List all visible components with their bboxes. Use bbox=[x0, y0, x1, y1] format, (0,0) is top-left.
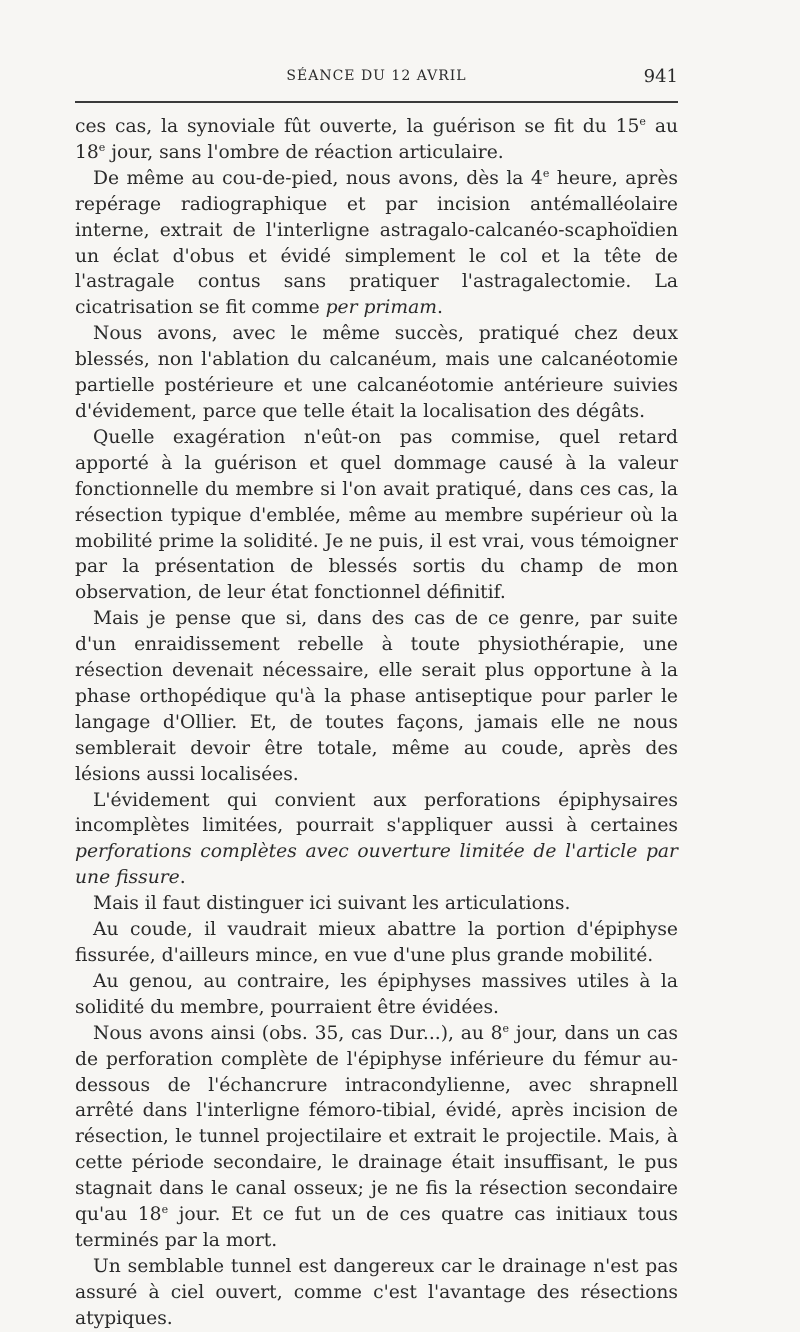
text-run: jour. Et ce fut un de ces quatre cas initiaux tous terminés par la mort. bbox=[75, 1204, 678, 1251]
running-head: SÉANCE DU 12 AVRIL bbox=[286, 68, 467, 84]
paragraph bbox=[75, 1254, 678, 1332]
text-run: L'évidement qui convient aux perforations épiphysaires incomplètes limitées, pourrait s'appliquer aussi à certaines bbox=[75, 789, 678, 837]
text-run: . bbox=[436, 297, 443, 319]
text-run: . bbox=[179, 867, 186, 889]
paragraph bbox=[75, 166, 678, 321]
paragraph bbox=[75, 917, 678, 969]
superscript: e bbox=[161, 1202, 169, 1216]
text-run: Au coude, il vaudrait mieux abattre la portion d'épiphyse fissurée, d'ailleurs mince, en vue d'une plus grande mobilité. bbox=[75, 919, 678, 966]
text-run: Mais il faut distinguer ici suivant les articulations. bbox=[93, 893, 571, 915]
paragraph bbox=[75, 788, 678, 892]
paragraph bbox=[75, 321, 678, 425]
text-run: jour, sans l'ombre de réaction articulaire. bbox=[105, 141, 504, 163]
italic-text: perforations complètes avec ouverture limitée de l'article par une fissure bbox=[75, 841, 678, 889]
text-run: jour, dans un cas de perforation complète de l'épiphyse inférieure du fémur au-dessous de l'échancrure intracondylienne, avec shrapnell arrêté dans l'interligne fémoro-tibial, évidé, après incision de résection, le tunnel projectilaire et extrait le projectile. Mais, à cette période secondaire, le drainage était insuffisant, le pus stagnait dans le canal osseux; je ne fis la résection secondaire qu'au 18 bbox=[75, 1022, 678, 1226]
paragraph bbox=[75, 891, 678, 917]
text-run: Au genou, au contraire, les épiphyses massives utiles à la solidité du membre, pourraient être évidées. bbox=[75, 970, 678, 1018]
text-run: au 18 bbox=[75, 116, 678, 163]
superscript: e bbox=[502, 1021, 510, 1035]
page-number: 941 bbox=[643, 65, 678, 87]
paragraph bbox=[75, 969, 678, 1021]
header-rule bbox=[75, 101, 678, 103]
italic-text: per primam bbox=[325, 297, 437, 319]
text-run: Nous avons, avec le même succès, pratiqué chez deux blessés, non l'ablation du calcanéum, mais une calcanéotomie partielle postérieure et une calcanéotomie antérieure suivies d'évidement, parce que telle était la localisation des dégâts. bbox=[75, 323, 678, 422]
body-text bbox=[75, 114, 678, 1332]
text-run: Nous avons ainsi (obs. 35, cas Dur...), au 8 bbox=[93, 1022, 503, 1044]
text-run: ces cas, la synoviale fût ouverte, la guérison se fit du 15 bbox=[75, 116, 640, 137]
paragraph bbox=[75, 606, 678, 787]
paragraph bbox=[75, 114, 678, 166]
paragraph bbox=[75, 1021, 678, 1254]
text-run: De même au cou-de-pied, nous avons, dès la 4 bbox=[93, 167, 543, 189]
superscript: e bbox=[542, 166, 550, 180]
text-run: Mais je pense que si, dans des cas de ce genre, par suite d'un enraidissement rebelle à toute physiothérapie, une résection devenait nécessaire, elle serait plus opportune à la phase orthopédique qu'à la phase antiseptique pour parler le langage d'Ollier. Et, de toutes façons, jamais elle ne nous semblerait devoir être totale, même au coude, après des lésions aussi localisées. bbox=[75, 608, 678, 785]
paragraph bbox=[75, 425, 678, 606]
text-run: Quelle exagération n'eût-on pas commise, quel retard apporté à la guérison et quel dommage causé à la valeur fonctionnelle du membre si l'on avait pratiqué, dans ces cas, la résection typique d'emblée, même au membre supérieur où la mobilité prime la solidité. Je ne puis, il est vrai, vous témoigner par la présentation de blessés sortis du champ de mon observation, de leur état fonctionnel définitif. bbox=[75, 426, 678, 604]
text-run: heure, après repérage radiographique et par incision antémalléolaire interne, extrait de l'interligne astragalo-calcanéo-scaphoïdien un éclat d'obus et évidé simplement le col et la tête de l'astragale contus sans pratiquer l'astragalectomie. La cicatrisation se fit comme bbox=[75, 167, 678, 319]
superscript: e bbox=[98, 140, 106, 154]
text-run: Un semblable tunnel est dangereux car le drainage n'est pas assuré à ciel ouvert, comme c'est l'avantage des résections atypiques. bbox=[75, 1255, 678, 1329]
page-header bbox=[75, 62, 678, 90]
superscript: e bbox=[639, 114, 646, 128]
